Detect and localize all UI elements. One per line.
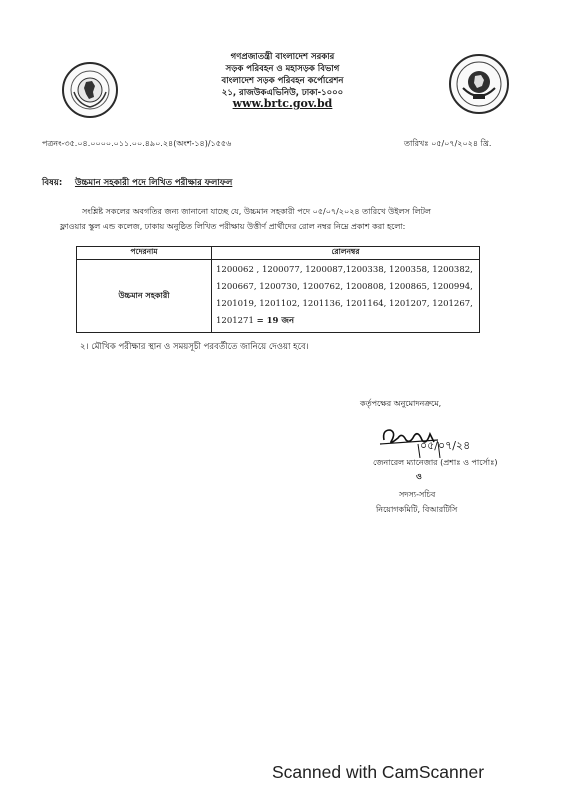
post-name-cell: উচ্চমান সহকারী [77, 260, 212, 333]
subject-line [42, 176, 232, 190]
body-paragraph-line2: ফ্লাওয়ার স্কুল এন্ড কলেজ, ঢাকায় অনুষ্ঠিত লিখিত পরীক্ষায় উত্তীর্ণ প্রার্থীদের রোল নম্বর নিম্নে প্রকাশ করা হলো: [60, 222, 406, 231]
subject-text: উচ্চমান সহকারী পদে লিখিত পরীক্ষার ফলাফল [74, 178, 233, 188]
signature-date: ০৫/০৭/২৪ [420, 439, 471, 452]
table-row [77, 260, 480, 333]
roll-line: 1200667, 1200730, 1200762, 1200808, 1200865, 1200994, [216, 282, 473, 292]
authority-approval: কর্তৃপক্ষের অনুমোদনক্রমে, [360, 399, 442, 408]
header-government: গণপ্রজাতন্ত্রী বাংলাদেশ সরকার [230, 52, 335, 62]
roll-line: 1201271 [216, 316, 254, 326]
header-organization: বাংলাদেশ সড়ক পরিবহন কর্পোরেশন [221, 76, 344, 86]
roll-line: 1201019, 1201102, 1201136, 1201164, 1201207, 1201267, [216, 299, 473, 309]
header-address: ২১, রাজউকএভিনিউ, ঢাকা-১০০০ [221, 88, 344, 98]
document-date: তারিখঃ ০৫/০৭/২০২৪ খ্রি. [404, 139, 492, 148]
designation-member-secretary: সদস্য-সচিব [399, 490, 436, 499]
roll-numbers-cell [212, 260, 480, 333]
reference-number: পত্রনং-৩৫.০৪.০০০০.০১১.০০.৪৯০.২৪(অংশ-১৪)/১৫৫৬ [42, 139, 232, 148]
designation-general-manager: জেনারেল ম্যানেজার (প্রশাঃ ও পার্সোঃ) [373, 458, 498, 467]
roll-line-last [216, 313, 475, 330]
header-post-name: পদেরনাম [77, 247, 212, 260]
roll-line: 1200062 , 1200077, 1200087,1200338, 1200358, 1200382, [216, 265, 473, 275]
header-roll-number: রোলনম্বর [212, 247, 480, 260]
table-header-row [77, 247, 480, 260]
note-viva-schedule: ২। মৌখিক পরীক্ষার স্থান ও সময়সূচী পরবর্তীতে জানিয়ে দেওয়া হবে। [80, 342, 309, 352]
total-count: = 19 জন [256, 316, 295, 326]
header-division: সড়ক পরিবহন ও মহাসড়ক বিভাগ [225, 64, 340, 74]
subject-label: বিষয়: [42, 178, 63, 188]
conjunction-and: ও [416, 472, 422, 481]
results-table [76, 246, 480, 333]
camscanner-watermark: Scanned with CamScanner [272, 762, 485, 782]
recruitment-committee: নিয়োগকমিটি, বিআরটিসি [376, 505, 458, 514]
website-link[interactable]: www.brtc.gov.bd [232, 97, 333, 110]
body-paragraph-line1: সংশ্লিষ্ট সকলের অবগতির জন্য জানানো যাচ্ছে যে, উচ্চমান সহকারী পদে ০৫/০৭/২০২৪ তারিখে উইলস লিটল [82, 207, 431, 216]
